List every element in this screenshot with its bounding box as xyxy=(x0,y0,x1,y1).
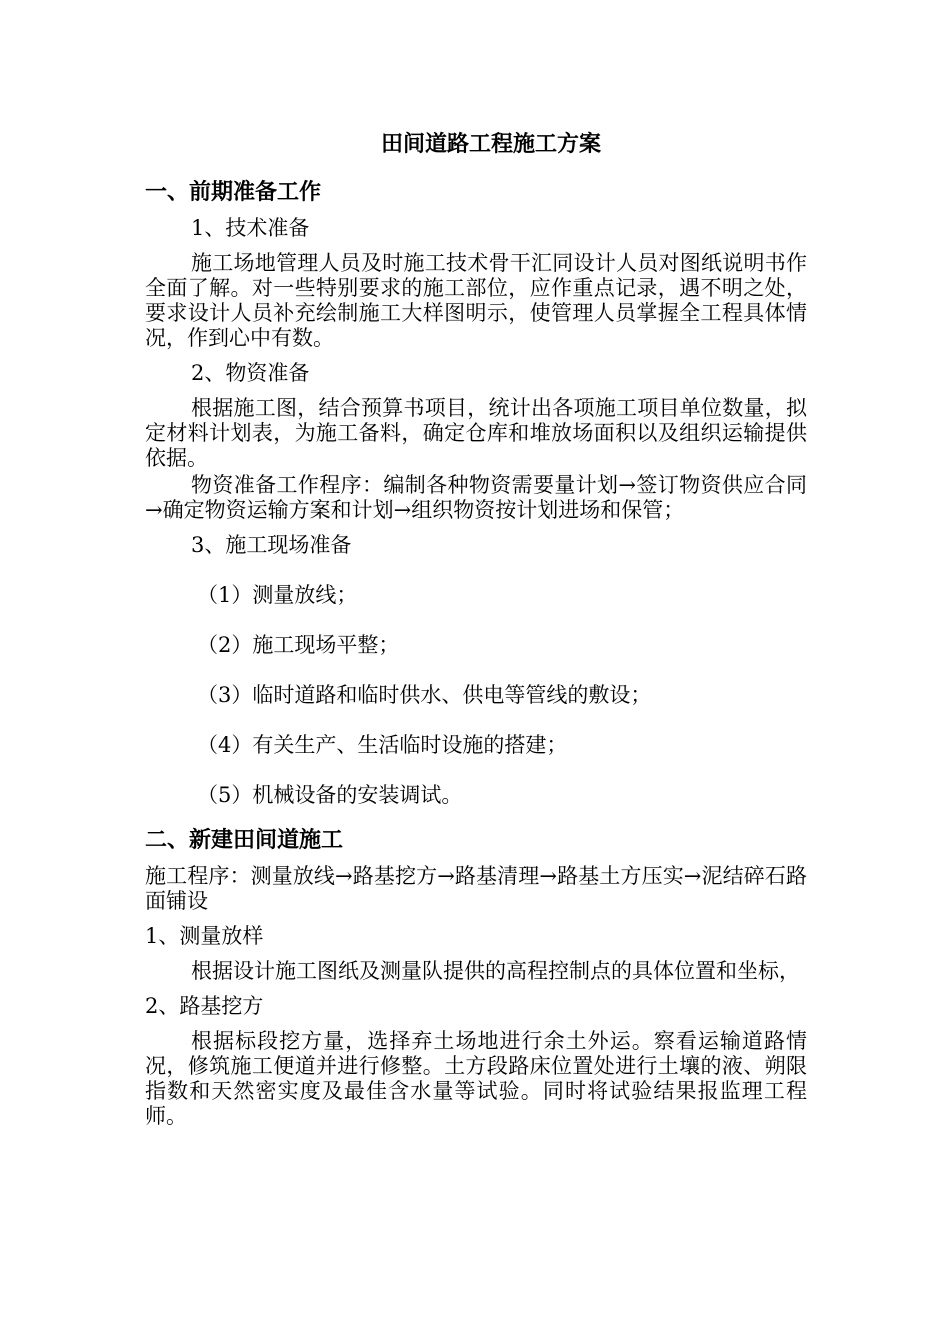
paragraph-materials-procedure: 物资准备工作程序：编制各种物资需要量计划→签订物资供应合同→确定物资运输方案和计划→组织物资按计划进场和保管； xyxy=(145,473,807,522)
subheading-survey: 1、测量放样 xyxy=(145,924,264,948)
paragraph-excavation: 根据标段挖方量，选择弃土场地进行余土外运。察看运输道路情况，修筑施工便道并进行修整。土方段路床位置处进行土壤的液、朔限指数和天然密实度及最佳含水量等试验。同时将试验结果报监理工程师。 xyxy=(145,1029,807,1128)
subheading-technical: 1、技术准备 xyxy=(191,216,310,240)
paragraph-procedure: 施工程序：测量放线→路基挖方→路基清理→路基土方压实→泥结碎石路面铺设 xyxy=(145,864,807,913)
list-item: （4）有关生产、生活临时设施的搭建； xyxy=(197,733,568,757)
document-title: 田间道路工程施工方案 xyxy=(380,131,601,157)
subheading-site: 3、施工现场准备 xyxy=(191,533,352,557)
subheading-excavation: 2、路基挖方 xyxy=(145,994,264,1018)
list-item: （2）施工现场平整； xyxy=(197,633,400,657)
section-heading-field-road: 二、新建田间道施工 xyxy=(145,827,344,853)
list-item: （1）测量放线； xyxy=(197,583,358,607)
paragraph-survey: 根据设计施工图纸及测量队提供的高程控制点的具体位置和坐标， xyxy=(191,959,800,983)
section-heading-preparation: 一、前期准备工作 xyxy=(145,179,322,205)
list-item: （3）临时道路和临时供水、供电等管线的敷设； xyxy=(197,683,652,707)
paragraph-materials-plan: 根据施工图，结合预算书项目，统计出各项施工项目单位数量，拟定材料计划表，为施工备料，确定仓库和堆放场面积以及组织运输提供依据。 xyxy=(145,396,807,470)
list-item: （5）机械设备的安装调试。 xyxy=(197,783,463,807)
paragraph-technical: 施工场地管理人员及时施工技术骨干汇同设计人员对图纸说明书作全面了解。对一些特别要求的施工部位，应作重点记录，遇不明之处，要求设计人员补充绘制施工大样图明示，使管理人员掌握全工程具体情况，作到心中有数。 xyxy=(145,251,807,350)
subheading-materials: 2、物资准备 xyxy=(191,361,310,385)
document-body xyxy=(145,130,807,1139)
